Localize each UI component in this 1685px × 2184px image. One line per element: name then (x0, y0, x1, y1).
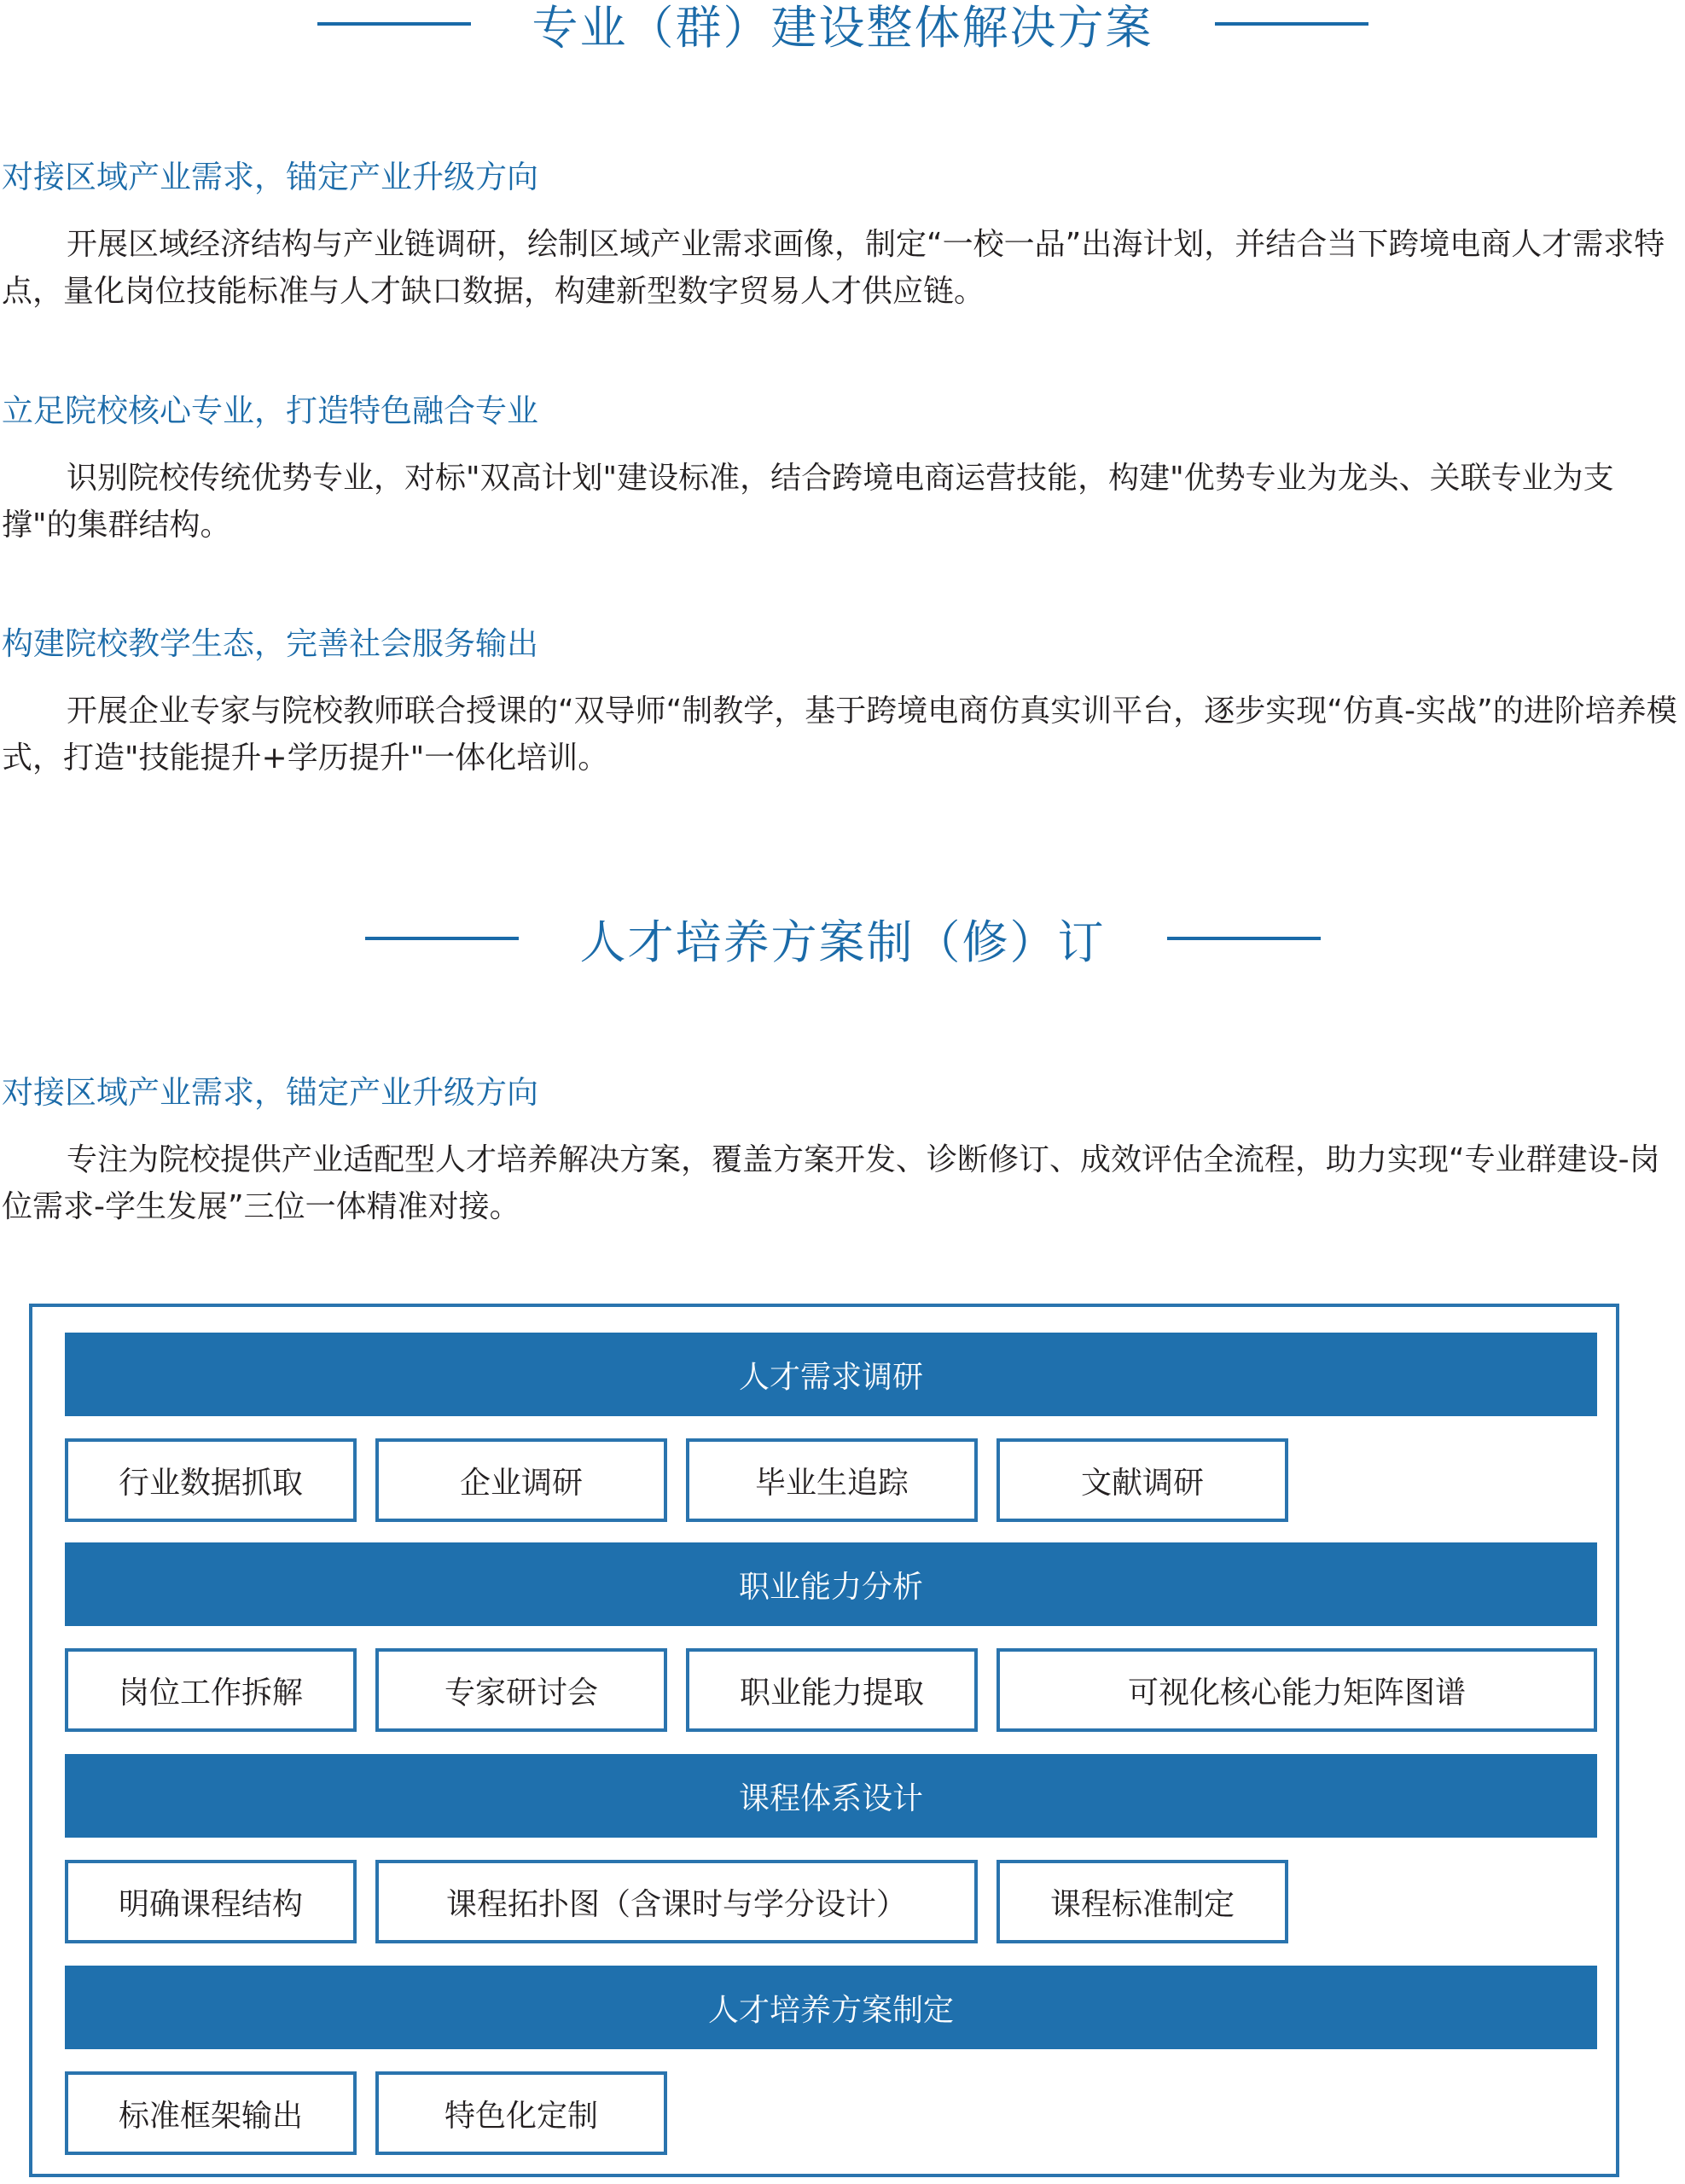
sub-heading: 立足院校核心专业，打造特色融合专业 (2, 392, 538, 429)
stage-item: 标准框架输出 (65, 2071, 357, 2155)
paragraph: 专注为院校提供产业适配型人才培养解决方案，覆盖方案开发、诊断修订、成效评估全流程，助力实现“专业群建设-岗位需求-学生发展”三位一体精准对接。 (2, 1142, 1660, 1224)
section-title-2 (0, 913, 1685, 969)
stage-item: 职业能力提取 (686, 1648, 978, 1732)
stage-item: 可视化核心能力矩阵图谱 (996, 1648, 1597, 1732)
section-title-1 (0, 0, 1685, 55)
stage-bar: 职业能力分析 (65, 1542, 1597, 1626)
stage-bar: 课程体系设计 (65, 1754, 1597, 1838)
sub-heading: 对接区域产业需求，锚定产业升级方向 (2, 1074, 538, 1111)
page-title: 专业（群）建设整体解决方案 (532, 0, 1153, 55)
title-rule-right (1167, 937, 1321, 940)
stage-item: 特色化定制 (375, 2071, 667, 2155)
paragraph: 识别院校传统优势专业，对标"双高计划"建设标准，结合跨境电商运营技能，构建"优势专业为龙头、关联专业为支撑"的集群结构。 (2, 461, 1614, 543)
stage-item: 课程拓扑图（含课时与学分设计） (375, 1860, 978, 1943)
stage-item: 专家研讨会 (375, 1648, 667, 1732)
stage-item: 企业调研 (375, 1438, 667, 1522)
stage-bar: 人才需求调研 (65, 1333, 1597, 1416)
stage-item: 文献调研 (996, 1438, 1288, 1522)
stage-item: 岗位工作拆解 (65, 1648, 357, 1732)
sub-heading: 构建院校教学生态，完善社会服务输出 (2, 625, 538, 662)
stage-item: 明确课程结构 (65, 1860, 357, 1943)
title-rule-left (317, 22, 471, 26)
stage-item: 毕业生追踪 (686, 1438, 978, 1522)
stage-bar: 人才培养方案制定 (65, 1966, 1597, 2049)
title-rule-left (365, 937, 519, 940)
process-diagram (29, 1304, 1619, 2177)
stage-item: 行业数据抓取 (65, 1438, 357, 1522)
section-title: 人才培养方案制（修）订 (579, 915, 1106, 969)
stage-item: 课程标准制定 (996, 1860, 1288, 1943)
title-rule-right (1215, 22, 1368, 26)
paragraph: 开展企业专家与院校教师联合授课的“双导师“制教学，基于跨境电商仿真实训平台，逐步实现“仿真-实战”的进阶培养模式，打造"技能提升+学历提升"一体化培训。 (2, 694, 1677, 775)
sub-heading: 对接区域产业需求，锚定产业升级方向 (2, 159, 538, 195)
paragraph: 开展区域经济结构与产业链调研，绘制区域产业需求画像，制定“一校一品”出海计划，并结合当下跨境电商人才需求特点，量化岗位技能标准与人才缺口数据，构建新型数字贸易人才供应链。 (2, 227, 1665, 309)
